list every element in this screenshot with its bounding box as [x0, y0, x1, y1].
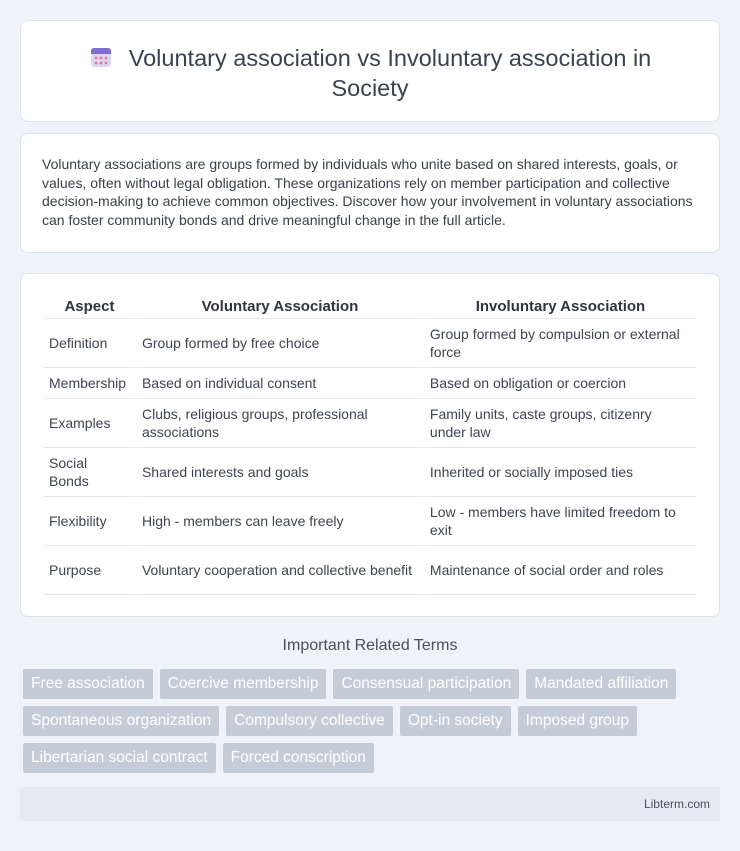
table-cell: Family units, caste groups, citizenry under law — [425, 399, 696, 448]
table-cell: Inherited or socially imposed ties — [425, 448, 696, 497]
table-cell: Clubs, religious groups, professional associations — [137, 399, 423, 448]
related-term-tag[interactable]: Forced conscription — [223, 743, 374, 773]
intro-paragraph: Voluntary associations are groups formed by individuals who unite based on shared interests, goals, or values, often without legal obligation. These organizations rely on member participation and collective decision-making to achieve common objectives. Discover how your involvement in voluntary associations can foster community bonds and drive meaningful change in the full article. — [42, 156, 693, 228]
table-cell: Membership — [44, 368, 135, 399]
related-term-tag[interactable]: Imposed group — [518, 706, 637, 736]
table-row — [44, 399, 696, 448]
column-header: Voluntary Association — [137, 294, 423, 319]
table-row — [44, 546, 696, 595]
related-term-tag[interactable]: Mandated affiliation — [526, 669, 676, 699]
table-cell: Based on obligation or coercion — [425, 368, 696, 399]
page-title-text: Voluntary association vs Involuntary association in Society — [128, 45, 652, 101]
intro-card — [20, 133, 720, 253]
related-term-tag[interactable]: Compulsory collective — [226, 706, 393, 736]
table-cell: Flexibility — [44, 497, 135, 546]
table-cell: Definition — [44, 319, 135, 368]
table-header-row — [44, 294, 696, 319]
page-title — [61, 43, 679, 103]
related-term-tag[interactable]: Free association — [23, 669, 153, 699]
related-term-tag[interactable]: Coercive membership — [160, 669, 327, 699]
comparison-table-card — [20, 273, 720, 617]
table-cell: Group formed by free choice — [137, 319, 423, 368]
comparison-table — [42, 294, 698, 595]
table-cell: Voluntary cooperation and collective benefit — [137, 546, 423, 595]
table-cell: Social Bonds — [44, 448, 135, 497]
table-row — [44, 319, 696, 368]
table-cell: Maintenance of social order and roles — [425, 546, 696, 595]
table-row — [44, 497, 696, 546]
related-term-tag[interactable]: Opt-in society — [400, 706, 511, 736]
table-cell: Purpose — [44, 546, 135, 595]
related-term-tag[interactable]: Libertarian social contract — [23, 743, 216, 773]
table-cell: High - members can leave freely — [137, 497, 423, 546]
table-row — [44, 368, 696, 399]
title-card — [20, 20, 720, 122]
table-cell: Shared interests and goals — [137, 448, 423, 497]
table-cell: Group formed by compulsion or external force — [425, 319, 696, 368]
related-term-tag[interactable]: Spontaneous organization — [23, 706, 219, 736]
footer — [20, 787, 720, 821]
table-cell: Based on individual consent — [137, 368, 423, 399]
table-cell: Examples — [44, 399, 135, 448]
column-header: Aspect — [44, 294, 135, 319]
related-terms-list — [23, 669, 723, 780]
related-terms-heading: Important Related Terms — [282, 637, 458, 654]
footer-site-link[interactable]: Libterm.com — [643, 797, 710, 811]
table-row — [44, 448, 696, 497]
table-cell: Low - members have limited freedom to exit — [425, 497, 696, 546]
related-term-tag[interactable]: Consensual participation — [333, 669, 519, 699]
calendar-icon — [89, 45, 113, 69]
column-header: Involuntary Association — [425, 294, 696, 319]
